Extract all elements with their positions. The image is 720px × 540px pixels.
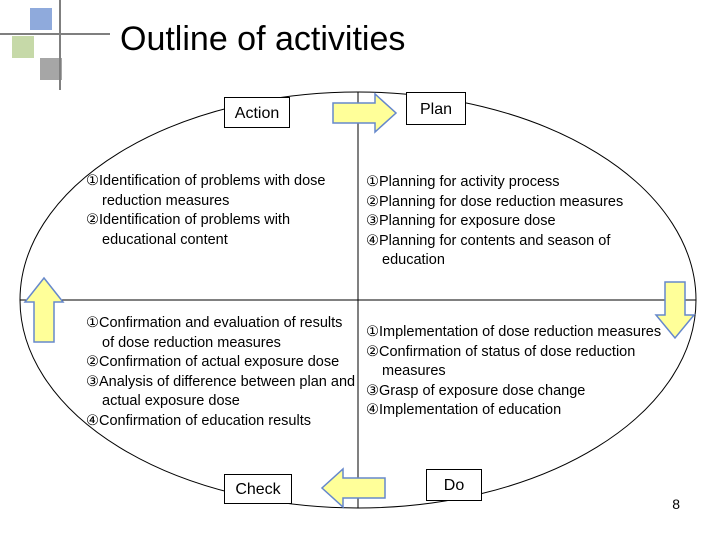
label-action: Action [224, 97, 290, 128]
plan-list [366, 173, 666, 271]
do-item: ①Implementation of dose reduction measures [366, 324, 662, 340]
check-item: ③Analysis of difference between plan and actual exposure dose [86, 373, 356, 409]
arrow-right-icon [333, 94, 396, 132]
do-item: ④Implementation of education [366, 402, 562, 418]
do-item: ②Confirmation of status of dose reduction measures [366, 343, 636, 379]
page-title: Outline of activities [120, 20, 406, 58]
check-list [86, 314, 356, 431]
plan-item: ④Planning for contents and season of education [366, 232, 611, 268]
plan-item: ①Planning for activity process [366, 174, 560, 190]
action-item: ①Identification of problems with dose reduction measures [86, 173, 326, 209]
arrow-up-icon [25, 278, 63, 342]
page-number: 8 [672, 496, 680, 512]
do-list [366, 323, 666, 421]
plan-item: ②Planning for dose reduction measures [366, 193, 624, 210]
action-list [86, 172, 336, 250]
check-item: ④Confirmation of education results [86, 412, 311, 429]
action-item: ②Identification of problems with educational content [86, 212, 291, 248]
label-plan: Plan [406, 92, 466, 125]
check-item: ①Confirmation and evaluation of results of dose reduction measures [86, 315, 343, 351]
arrow-left-icon [322, 469, 385, 507]
do-item: ③Grasp of exposure dose change [366, 382, 586, 399]
check-item: ②Confirmation of actual exposure dose [86, 354, 340, 370]
plan-item: ③Planning for exposure dose [366, 213, 556, 229]
label-check: Check [224, 474, 292, 504]
label-do: Do [426, 469, 482, 501]
